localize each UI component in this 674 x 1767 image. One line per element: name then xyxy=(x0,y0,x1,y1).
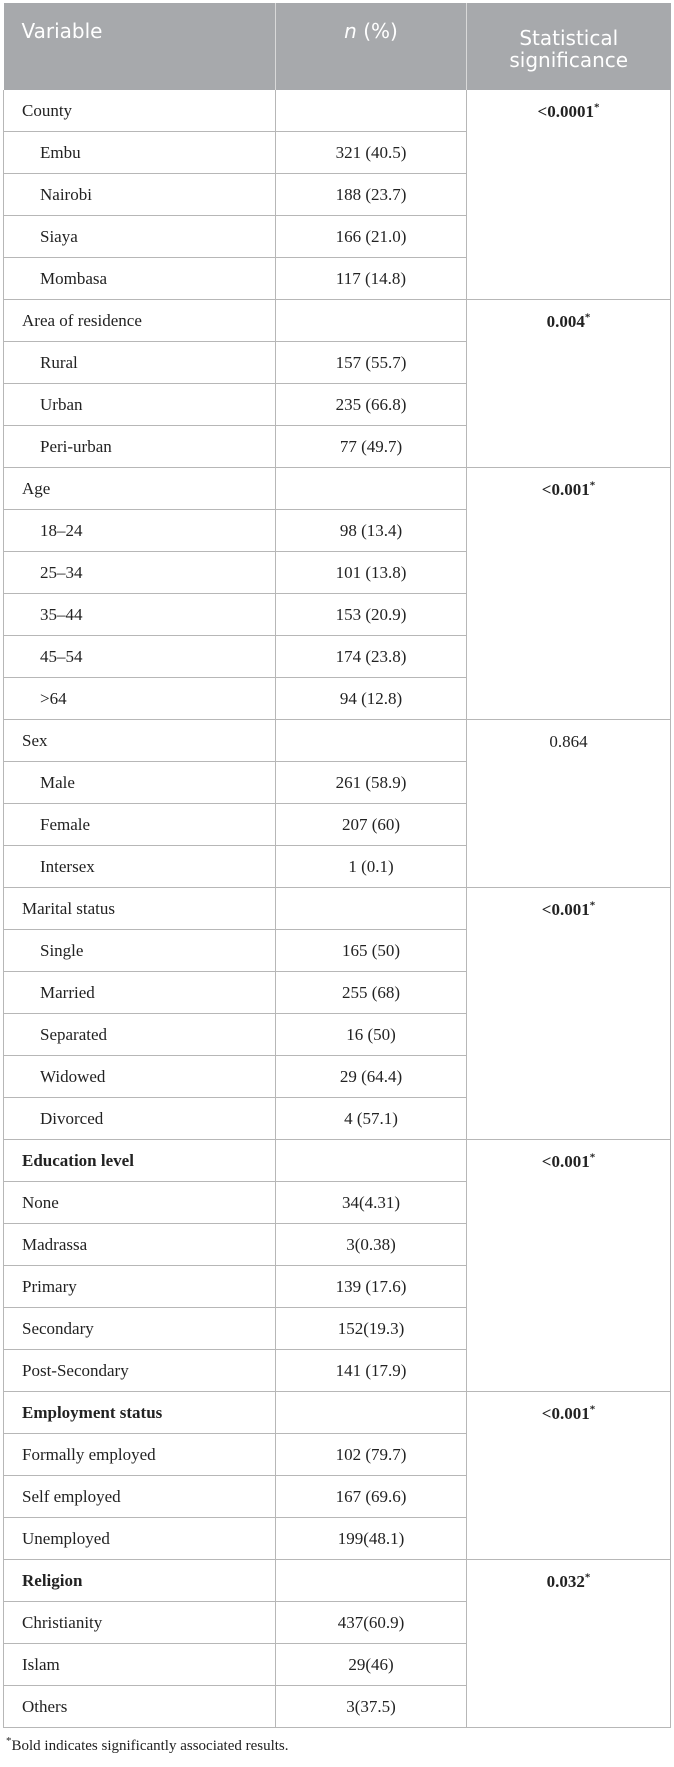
row-label: Widowed xyxy=(4,1056,276,1098)
group-value-empty xyxy=(276,468,467,510)
significance-value: 0.032 xyxy=(546,1572,585,1591)
row-value: 152(19.3) xyxy=(276,1308,467,1350)
row-value: 3(0.38) xyxy=(276,1224,467,1266)
significance-value: <0.001 xyxy=(541,1404,590,1423)
row-value: 321 (40.5) xyxy=(276,132,467,174)
row-label: Mombasa xyxy=(4,258,276,300)
row-label: Peri-urban xyxy=(4,426,276,468)
group-header-row xyxy=(4,468,671,510)
row-label: Islam xyxy=(4,1644,276,1686)
row-value: 117 (14.8) xyxy=(276,258,467,300)
significance-value: <0.001 xyxy=(541,480,590,499)
row-label: Male xyxy=(4,762,276,804)
group-header-row xyxy=(4,720,671,762)
row-label: Siaya xyxy=(4,216,276,258)
significance-value: 0.004 xyxy=(546,312,585,331)
row-label: Rural xyxy=(4,342,276,384)
row-value: 94 (12.8) xyxy=(276,678,467,720)
row-value: 29 (64.4) xyxy=(276,1056,467,1098)
significance-star: * xyxy=(584,311,591,324)
row-value: 139 (17.6) xyxy=(276,1266,467,1308)
row-label: Separated xyxy=(4,1014,276,1056)
row-value: 157 (55.7) xyxy=(276,342,467,384)
significance-star: * xyxy=(589,1151,596,1164)
percent-label: (%) xyxy=(356,19,398,43)
row-value: 101 (13.8) xyxy=(276,552,467,594)
row-label: Divorced xyxy=(4,1098,276,1140)
row-value: 199(48.1) xyxy=(276,1518,467,1560)
row-label: Secondary xyxy=(4,1308,276,1350)
group-value-empty xyxy=(276,90,467,132)
group-label: Religion xyxy=(4,1560,276,1602)
row-label: None xyxy=(4,1182,276,1224)
data-table xyxy=(3,3,671,1728)
table-container xyxy=(3,3,670,1755)
column-header-n-percent xyxy=(276,3,467,90)
column-header-variable: Variable xyxy=(4,3,276,90)
row-label: Nairobi xyxy=(4,174,276,216)
significance-cell xyxy=(467,1140,671,1392)
group-label: Area of residence xyxy=(4,300,276,342)
sig-header-line1: Statistical xyxy=(519,25,619,50)
row-label: Self employed xyxy=(4,1476,276,1518)
row-value: 188 (23.7) xyxy=(276,174,467,216)
row-value: 102 (79.7) xyxy=(276,1434,467,1476)
group-header-row xyxy=(4,888,671,930)
row-value: 207 (60) xyxy=(276,804,467,846)
row-label: 45–54 xyxy=(4,636,276,678)
row-value: 437(60.9) xyxy=(276,1602,467,1644)
group-header-row xyxy=(4,1392,671,1434)
group-value-empty xyxy=(276,888,467,930)
group-header-row xyxy=(4,90,671,132)
row-label: >64 xyxy=(4,678,276,720)
group-label: County xyxy=(4,90,276,132)
row-label: 35–44 xyxy=(4,594,276,636)
group-label: Age xyxy=(4,468,276,510)
group-value-empty xyxy=(276,300,467,342)
column-header-significance xyxy=(467,3,671,90)
row-value: 166 (21.0) xyxy=(276,216,467,258)
significance-value: <0.001 xyxy=(541,900,590,919)
n-italic: n xyxy=(344,19,357,43)
group-label: Employment status xyxy=(4,1392,276,1434)
group-header-row xyxy=(4,1140,671,1182)
row-label: Formally employed xyxy=(4,1434,276,1476)
significance-cell xyxy=(467,1392,671,1560)
group-header-row xyxy=(4,300,671,342)
row-label: Madrassa xyxy=(4,1224,276,1266)
row-value: 165 (50) xyxy=(276,930,467,972)
row-label: Married xyxy=(4,972,276,1014)
significance-star: * xyxy=(589,899,596,912)
header-row xyxy=(4,3,671,90)
row-value: 255 (68) xyxy=(276,972,467,1014)
group-label: Sex xyxy=(4,720,276,762)
footnote-star: * xyxy=(6,1735,12,1747)
row-value: 167 (69.6) xyxy=(276,1476,467,1518)
significance-cell xyxy=(467,300,671,468)
table-footnote xyxy=(3,1735,670,1755)
row-label: 18–24 xyxy=(4,510,276,552)
significance-value: <0.001 xyxy=(541,1152,590,1171)
group-label: Marital status xyxy=(4,888,276,930)
row-label: Urban xyxy=(4,384,276,426)
group-value-empty xyxy=(276,1560,467,1602)
row-label: Embu xyxy=(4,132,276,174)
group-value-empty xyxy=(276,720,467,762)
significance-cell xyxy=(467,720,671,888)
row-value: 16 (50) xyxy=(276,1014,467,1056)
row-label: 25–34 xyxy=(4,552,276,594)
significance-star: * xyxy=(589,479,596,492)
significance-value: 0.864 xyxy=(549,732,588,751)
row-value: 261 (58.9) xyxy=(276,762,467,804)
row-label: Others xyxy=(4,1686,276,1728)
row-label: Single xyxy=(4,930,276,972)
group-label: Education level xyxy=(4,1140,276,1182)
significance-value: <0.0001 xyxy=(537,102,594,121)
row-label: Intersex xyxy=(4,846,276,888)
row-value: 34(4.31) xyxy=(276,1182,467,1224)
significance-star: * xyxy=(593,101,600,114)
significance-cell xyxy=(467,888,671,1140)
significance-cell xyxy=(467,468,671,720)
table-header xyxy=(4,3,671,90)
row-value: 4 (57.1) xyxy=(276,1098,467,1140)
row-value: 153 (20.9) xyxy=(276,594,467,636)
group-value-empty xyxy=(276,1392,467,1434)
row-value: 29(46) xyxy=(276,1644,467,1686)
row-label: Unemployed xyxy=(4,1518,276,1560)
group-value-empty xyxy=(276,1140,467,1182)
footnote-text: Bold indicates significantly associated results. xyxy=(11,1738,289,1754)
row-value: 235 (66.8) xyxy=(276,384,467,426)
row-value: 141 (17.9) xyxy=(276,1350,467,1392)
row-value: 3(37.5) xyxy=(276,1686,467,1728)
significance-cell xyxy=(467,1560,671,1728)
row-label: Female xyxy=(4,804,276,846)
significance-star: * xyxy=(584,1571,591,1584)
row-label: Post-Secondary xyxy=(4,1350,276,1392)
significance-cell xyxy=(467,90,671,300)
row-value: 77 (49.7) xyxy=(276,426,467,468)
group-header-row xyxy=(4,1560,671,1602)
row-label: Primary xyxy=(4,1266,276,1308)
row-label: Christianity xyxy=(4,1602,276,1644)
sig-header-line2: significance xyxy=(509,47,629,72)
row-value: 1 (0.1) xyxy=(276,846,467,888)
significance-star: * xyxy=(589,1403,596,1416)
row-value: 98 (13.4) xyxy=(276,510,467,552)
table-body xyxy=(4,90,671,1728)
row-value: 174 (23.8) xyxy=(276,636,467,678)
